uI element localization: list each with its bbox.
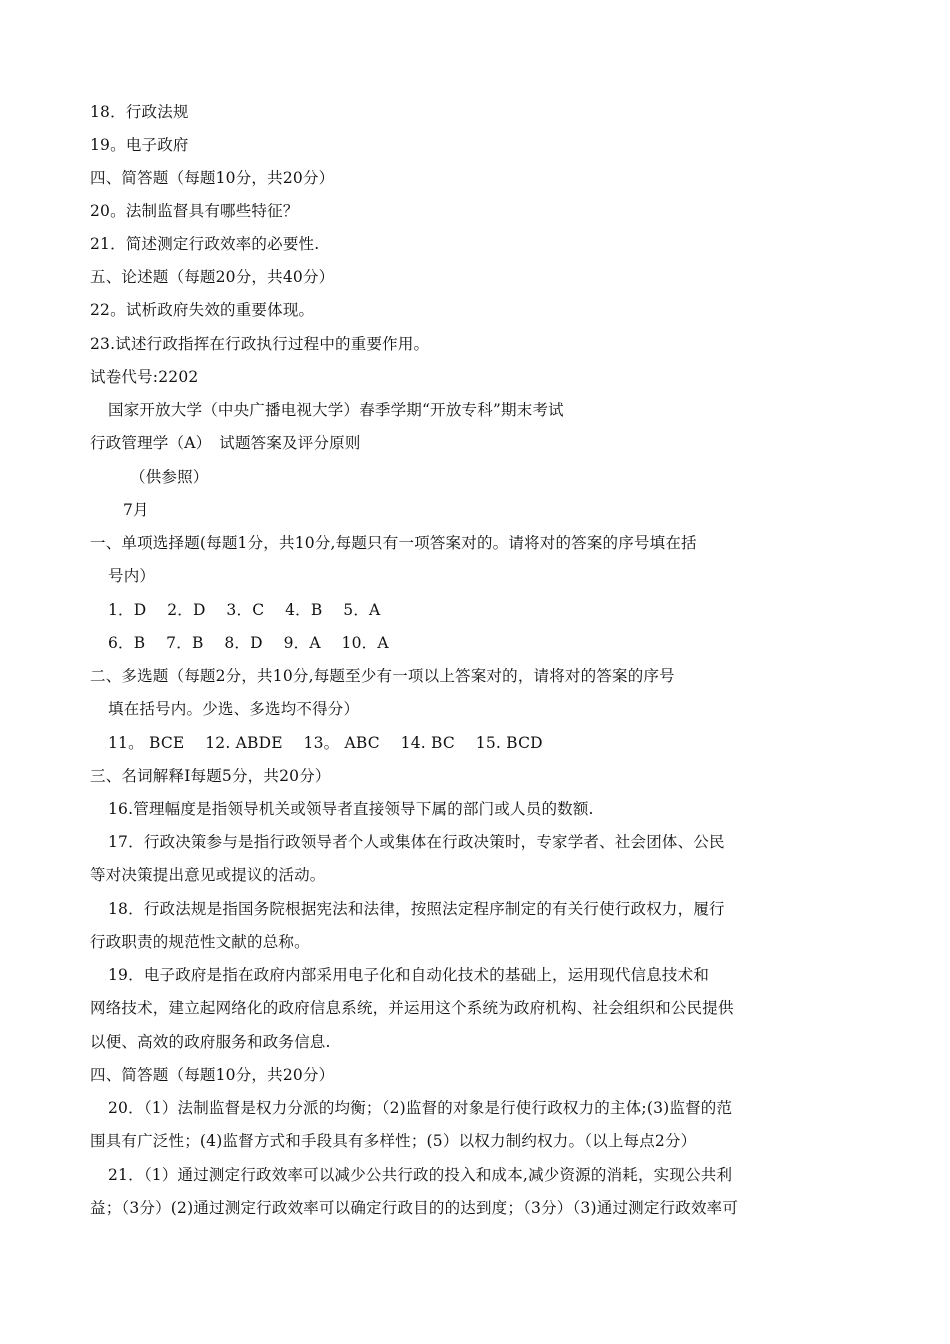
section-single-choice-cont: 号内） — [108, 567, 156, 585]
answer-16: 16.管理幅度是指领导机关或领导者直接领导下属的部门或人员的数额. — [108, 800, 594, 818]
answer-18-cont: 行政职责的规范性文献的总称。 — [90, 933, 310, 951]
question-23: 23.试述行政指挥在行政执行过程中的重要作用。 — [90, 335, 430, 353]
answer-20-cont: 围具有广泛性；(4)监督方式和手段具有多样性；(5）以权力制约权力。（以上每点2分） — [90, 1132, 697, 1150]
section-short-answer-key: 四、简答题（每题10分，共20分） — [90, 1066, 335, 1084]
answer-17: 17．行政决策参与是指行政领导者个人或集体在行政决策时，专家学者、社会团体、公民 — [108, 833, 725, 851]
section-term-explanation: 三、名词解释I每题5分，共20分） — [90, 767, 331, 785]
answer-19: 19．电子政府是指在政府内部采用电子化和自动化技术的基础上，运用现代信息技术和 — [108, 966, 710, 984]
question-22: 22。试析政府失效的重要体现。 — [90, 301, 315, 319]
section-multi-choice: 二、多选题（每题2分，共10分,每题至少有一项以上答案对的，请将对的答案的序号 — [90, 667, 675, 685]
answer-19-cont: 网络技术，建立起网络化的政府信息系统，并运用这个系统为政府机构、社会组织和公民提供 — [90, 999, 734, 1017]
question-21: 21．简述测定行政效率的必要性. — [90, 235, 320, 253]
question-19: 19。电子政府 — [90, 136, 189, 154]
date-label: 7月 — [123, 501, 149, 519]
question-20: 20。法制监督具有哪些特征？ — [90, 202, 299, 220]
answer-21-cont: 益；（3分）(2)通过测定行政效率可以确定行政目的的达到度；（3分）（3)通过测定行政效率可 — [90, 1199, 739, 1217]
answer-19-cont-2: 以便、高效的政府服务和政务信息. — [90, 1033, 331, 1051]
answer-18: 18．行政法规是指国务院根据宪法和法律，按照法定程序制定的有关行使行政权力，履行 — [108, 900, 725, 918]
exam-title: 国家开放大学（中央广播电视大学）春季学期“开放专科”期末考试 — [108, 401, 564, 419]
answer-21: 21．（1）通过测定行政效率可以减少公共行政的投入和成本,减少资源的消耗，实现公共利 — [108, 1166, 733, 1184]
answer-20: 20．（1）法制监督是权力分派的均衡；（2)监督的对象是行使行政权力的主体;(3)监督的范 — [108, 1099, 733, 1117]
section-heading-essay: 五、论述题（每题20分，共40分） — [90, 268, 335, 286]
section-multi-choice-cont: 填在括号内。少选、多选均不得分） — [108, 700, 360, 718]
answers-6-10: 6．B 7．B 8．D 9．A 10．A — [108, 634, 389, 652]
answer-17-cont: 等对决策提出意见或提议的活动。 — [90, 866, 326, 884]
question-18: 18．行政法规 — [90, 103, 189, 121]
answers-11-15: 11。 BCE 12. ABDE 13。 ABC 14. BC 15. BCD — [108, 734, 543, 752]
section-single-choice: 一、单项选择题(每题1分，共10分,每题只有一项答案对的。请将对的答案的序号填在括 — [90, 534, 697, 552]
paper-code: 试卷代号:2202 — [90, 368, 199, 386]
reference-note: （供参照） — [130, 468, 209, 486]
answer-key-title: 行政管理学（A） 试题答案及评分原则 — [90, 434, 361, 452]
answers-1-5: 1．D 2．D 3．C 4．B 5．A — [108, 601, 381, 619]
section-heading-short-answer: 四、简答题（每题10分，共20分） — [90, 169, 335, 187]
